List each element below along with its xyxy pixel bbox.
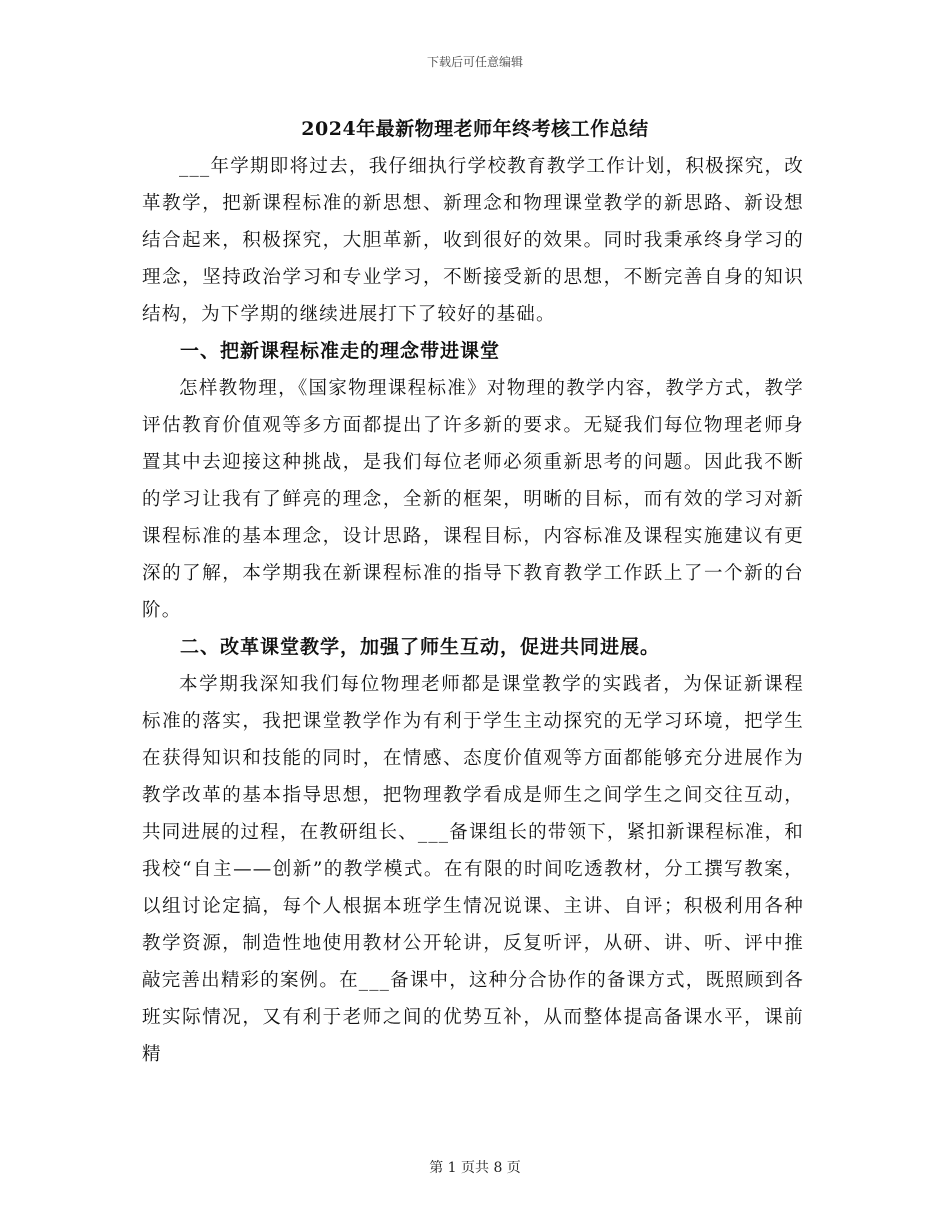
header-note: 下载后可任意编辑 (426, 55, 523, 69)
document-title: 2024年最新物理老师年终考核工作总结 (301, 118, 649, 140)
document-body (142, 148, 804, 1073)
section-2-heading: 二、改革课堂教学，加强了师生互动，促进共同进展。 (180, 636, 661, 658)
section-1-paragraph: 怎样教物理，《国家物理课程标准》对物理的教学内容，教学方式，教学评估教育价值观等多方面都提出了许多新的要求。无疑我们每位物理老师身置其中去迎接这种挑战，是我们每位老师必须重新思考的问题。因此我不断的学习让我有了鲜亮的理念，全新的框架，明晰的目标，而有效的学习对新课程标准的基本理念，设计思路，课程目标，内容标准及课程实施建议有更深的了解，本学期我在新课程标准的指导下教育教学工作跃上了一个新的台阶。 (142, 378, 804, 621)
section-1-heading: 一、把新课程标准走的理念带进课堂 (180, 340, 501, 362)
page-number: 第 1 页共 8 页 (429, 1160, 521, 1176)
intro-paragraph: ___年学期即将过去，我仔细执行学校教育教学工作计划，积极探究，改革教学，把新课程标准的新思想、新理念和物理课堂教学的新思路、新设想结合起来，积极探究，大胆革新，收到很好的效果。同时我秉承终身学习的理念，坚持政治学习和专业学习，不断接受新的思想，不断完善自身的知识结构，为下学期的继续进展打下了较好的基础。 (142, 156, 804, 325)
section-2-paragraph: 本学期我深知我们每位物理老师都是课堂教学的实践者，为保证新课程标准的落实，我把课堂教学作为有利于学生主动探究的无学习环境，把学生在获得知识和技能的同时，在情感、态度价值观等方面都能够充分进展作为教学改革的基本指导思想，把物理教学看成是师生之间学生之间交往互动，共同进展的过程，在教研组长、___备课组长的带领下，紧扣新课程标准，和我校“自主——创新”的教学模式。在有限的时间吃透教材，分工撰写教案，以组讨论定搞，每个人根据本班学生情况说课、主讲、自评；积极利用各种教学资源，制造性地使用教材公开轮讲，反复听评，从研、讲、听、评中推敲完善出精彩的案例。在___备课中，这种分合协作的备课方式，既照顾到各班实际情况，又有利于老师之间的优势互补，从而整体提高备课水平，课前精 (142, 674, 804, 1065)
